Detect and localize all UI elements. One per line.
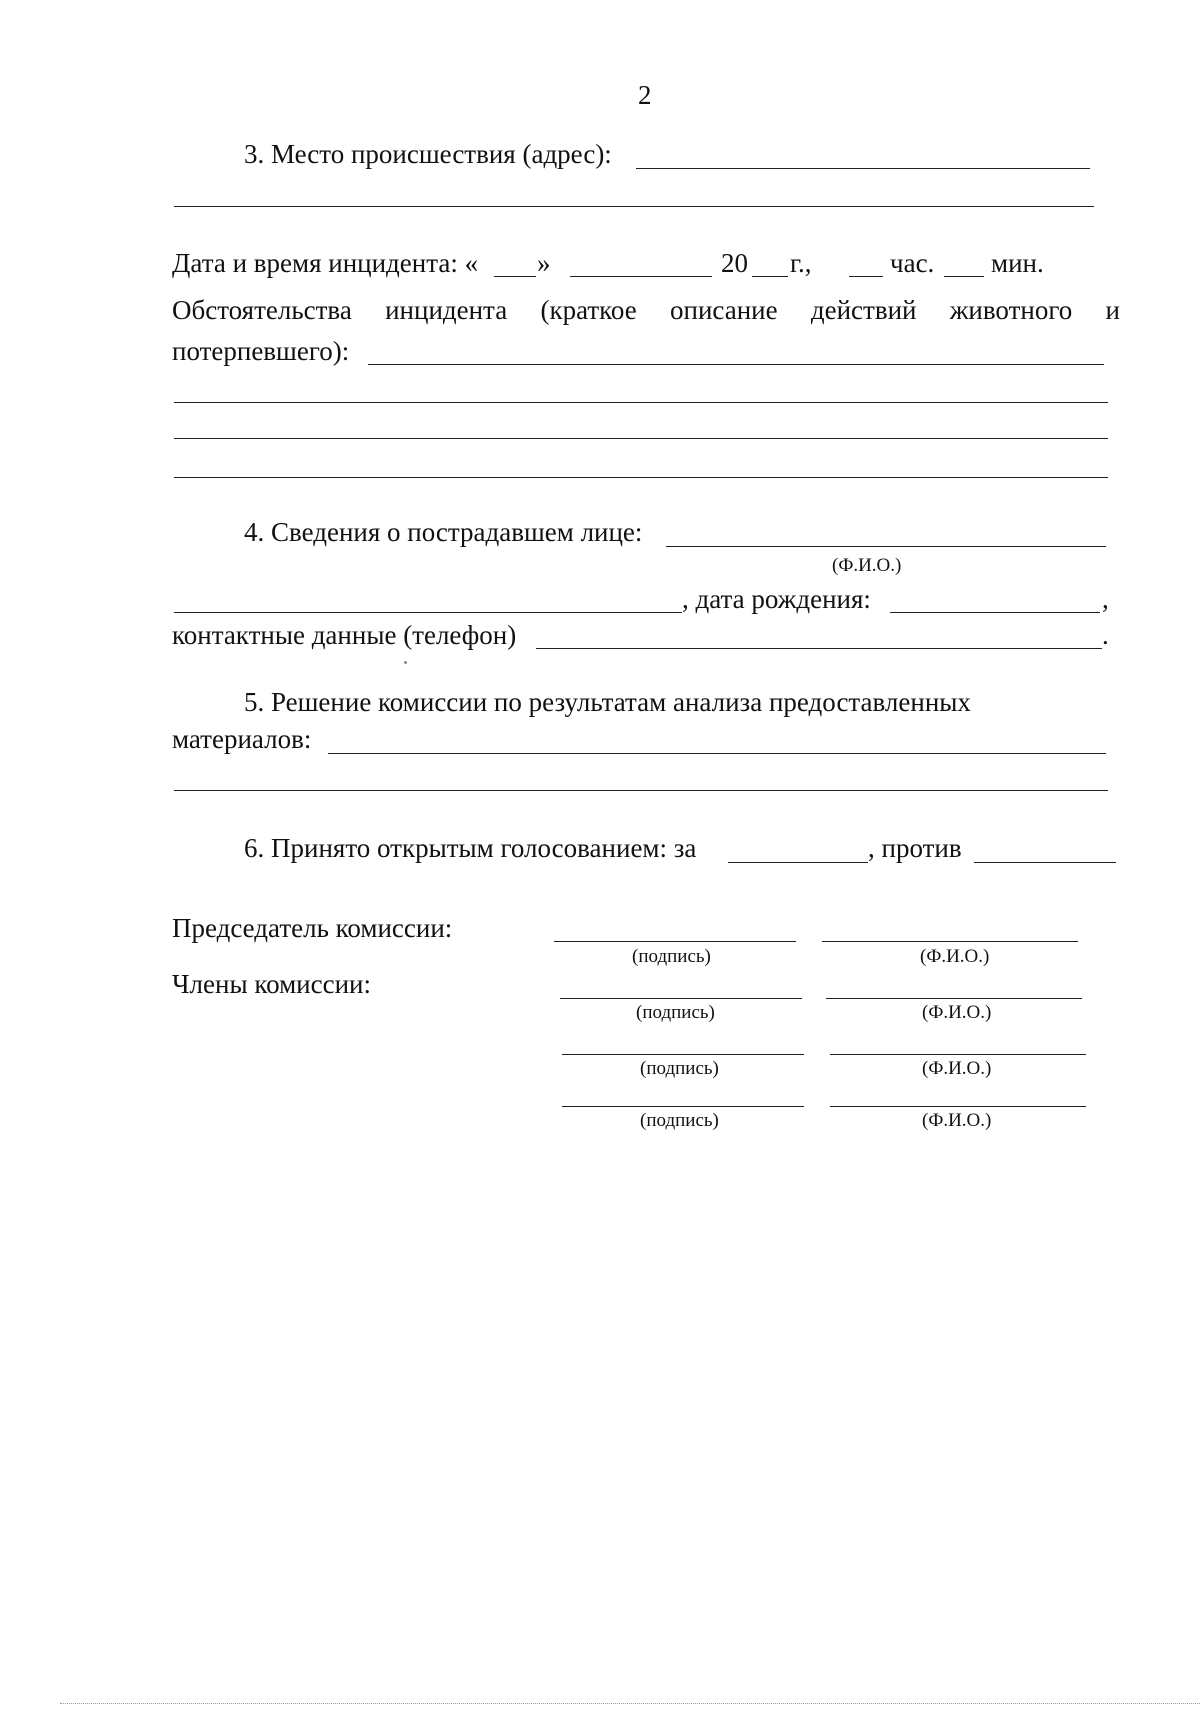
circumstances-label [172,294,1120,326]
circumstances-label-cont: потерпевшего): [172,336,350,366]
decision-field-line-2[interactable] [174,790,1108,791]
incident-minute-field[interactable] [944,276,984,277]
hour-label: час. [890,248,935,278]
member-1-fio-caption: (Ф.И.О.) [922,1002,992,1023]
commission-decision-label: 5. Решение комиссии по результатам анализа предоставленных [244,687,971,717]
year-prefix: 20 [721,248,748,278]
circumstances-field-line-1[interactable] [368,364,1104,365]
place-label: 3. Место происшествия (адрес): [244,139,612,169]
place-field-line-2[interactable] [174,206,1094,207]
circumstances-word: инцидента [385,295,508,325]
scan-edge-line [60,1703,1200,1704]
chairman-signature-caption: (подпись) [632,946,711,967]
member-2-fio-caption: (Ф.И.О.) [922,1058,992,1079]
incident-day-field[interactable] [494,276,536,277]
votes-against-field[interactable] [974,862,1116,863]
circumstances-word: Обстоятельства [172,295,352,325]
scan-speck [404,661,407,664]
circumstances-word: и [1105,295,1120,325]
circumstances-word: (краткое [540,295,637,325]
member-1-signature-line[interactable] [560,998,802,999]
member-1-fio-line[interactable] [826,998,1082,999]
circumstances-field-line-3[interactable] [174,438,1108,439]
member-2-signature-caption: (подпись) [640,1058,719,1079]
incident-month-field[interactable] [570,276,712,277]
victim-info-label: 4. Сведения о пострадавшем лице: [244,517,643,547]
birth-date-field[interactable] [890,612,1100,613]
victim-fio-field-cont[interactable] [174,612,682,613]
victim-fio-field[interactable] [666,546,1106,547]
member-3-fio-caption: (Ф.И.О.) [922,1110,992,1131]
contact-phone-field[interactable] [536,648,1102,649]
circumstances-field-line-4[interactable] [174,477,1108,478]
birth-date-comma: , [1102,584,1109,614]
incident-hour-field[interactable] [849,276,883,277]
circumstances-word: животного [949,295,1073,325]
chairman-fio-caption: (Ф.И.О.) [920,946,990,967]
member-3-signature-line[interactable] [562,1106,804,1107]
chairman-fio-line[interactable] [822,941,1078,942]
contact-period: . [1102,620,1109,650]
circumstances-word: описание [670,295,778,325]
year-suffix: г., [790,248,812,278]
member-2-fio-line[interactable] [830,1054,1086,1055]
incident-datetime-label: Дата и время инцидента: « [172,248,479,278]
quote-close: » [537,248,551,278]
minute-label: мин. [991,248,1044,278]
chairman-signature-line[interactable] [554,941,796,942]
page-number: 2 [638,80,652,110]
vote-against-label: , против [868,833,962,863]
circumstances-word: действий [810,295,917,325]
contact-label: контактные данные (телефон) [172,620,517,650]
birth-date-label: , дата рождения: [682,584,871,614]
member-3-fio-line[interactable] [830,1106,1086,1107]
member-1-signature-caption: (подпись) [636,1002,715,1023]
chairman-label: Председатель комиссии: [172,913,453,943]
vote-label: 6. Принято открытым голосованием: за [244,833,697,863]
victim-fio-caption: (Ф.И.О.) [832,555,902,576]
decision-field-line-1[interactable] [328,753,1106,754]
commission-decision-label-cont: материалов: [172,724,312,754]
place-field-line-1[interactable] [636,168,1090,169]
incident-year-field[interactable] [752,276,788,277]
member-2-signature-line[interactable] [562,1054,804,1055]
circumstances-field-line-2[interactable] [174,402,1108,403]
votes-for-field[interactable] [728,862,868,863]
members-label: Члены комиссии: [172,969,371,999]
member-3-signature-caption: (подпись) [640,1110,719,1131]
